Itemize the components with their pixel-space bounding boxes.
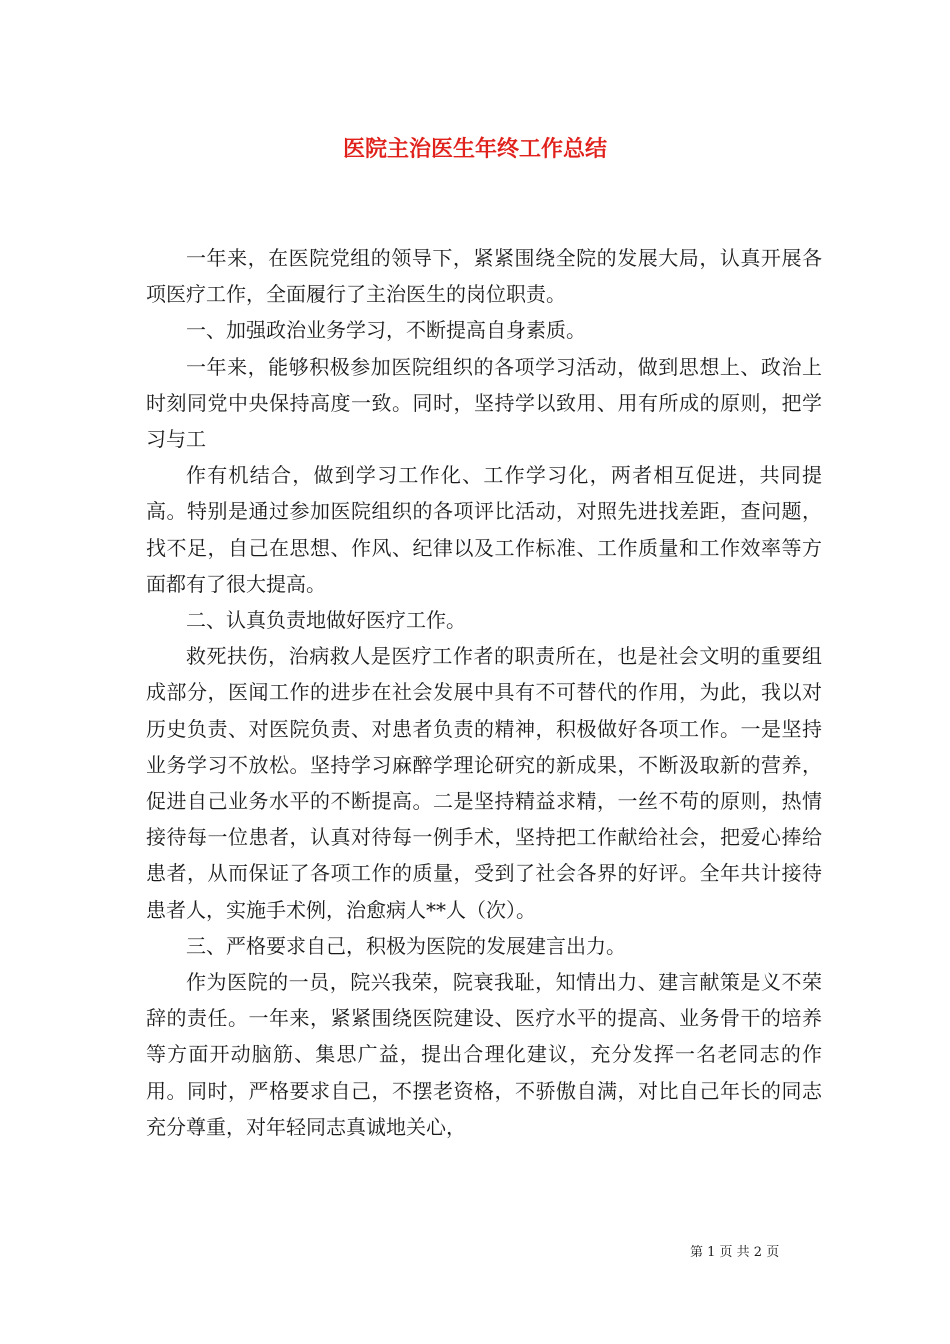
page-number: 第 1 页 共 2 页 [690, 1245, 780, 1260]
paragraph: 一年来，能够积极参加医院组织的各项学习活动，做到思想上、政治上时刻同党中央保持高度一致。同时，坚持学以致用、用有所成的原则，把学习与工 [146, 354, 822, 452]
paragraph: 作有机结合，做到学习工作化、工作学习化，两者相互促进，共同提高。特别是通过参加医院组织的各项评比活动，对照先进找差距，查问题，找不足，自己在思想、作风、纪律以及工作标准、工作质量和工作效率等方面都有了很大提高。 [146, 463, 822, 596]
section-heading-1: 一、加强政治业务学习，不断提高自身素质。 [186, 318, 586, 343]
paragraph: 救死扶伤，治病救人是医疗工作者的职责所在，也是社会文明的重要组成部分，医闻工作的进步在社会发展中具有不可替代的作用，为此，我以对历史负责、对医院负责、对患者负责的精神，积极做好各项工作。一是坚持业务学习不放松。坚持学习麻醉学理论研究的新成果，不断汲取新的营养，促进自己业务水平的不断提高。二是坚持精益求精，一丝不苟的原则，热情接待每一位患者，认真对待每一例手术，坚持把工作献给社会，把爱心捧给患者，从而保证了各项工作的质量，受到了社会各界的好评。全年共计接待患者人，实施手术例，治愈病人**人（次）。 [146, 644, 822, 922]
section-heading-3: 三、严格要求自己，积极为医院的发展建言出力。 [186, 933, 626, 958]
section-heading-2: 二、认真负责地做好医疗工作。 [186, 608, 466, 633]
document-body [146, 240, 822, 1145]
paragraph: 作为医院的一员，院兴我荣，院衰我耻，知情出力、建言献策是义不荣辞的责任。一年来，紧紧围绕医院建设、医疗水平的提高、业务骨干的培养等方面开动脑筋、集思广益，提出合理化建议，充分发挥一名老同志的作用。同时，严格要求自己，不摆老资格，不骄傲自满，对比自己年长的同志充分尊重，对年轻同志真诚地关心， [146, 970, 822, 1139]
paragraph-intro: 一年来，在医院党组的领导下，紧紧围绕全院的发展大局，认真开展各项医疗工作，全面履行了主治医生的岗位职责。 [146, 246, 822, 307]
document-title: 医院主治医生年终工作总结 [342, 136, 607, 162]
